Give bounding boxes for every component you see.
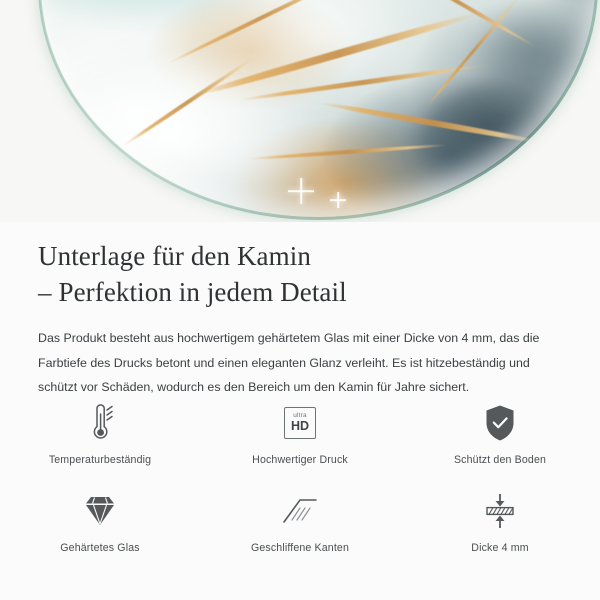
polished-edges-icon [280,488,320,534]
feature-item-floor-protection [400,392,600,480]
diamond-icon [80,488,120,534]
abstract-marble-glass-plate-image [38,0,598,220]
feature-item-temperature [0,392,200,480]
feature-item-thickness [400,480,600,568]
product-description-paragraph: Das Produkt besteht aus hochwertigem gehärtetem Glas mit einer Dicke von 4 mm, das die Farbtiefe des Drucks betont und einen eleganten Glanz verleiht. Es ist hitzebeständig und schützt vor Schäden, wodurch es den Bereich um den Kamin für Jahre sichert. [38,331,540,394]
feature-item-polished-edges [200,480,400,568]
badge-main-text: HD [290,419,310,434]
feature-item-print-quality [200,392,400,480]
feature-label: Dicke 4 mm [471,542,529,554]
thickness-arrows-icon [480,488,520,534]
text-content-section [0,222,600,399]
feature-label: Geschliffene Kanten [250,542,350,554]
feature-grid [0,392,600,568]
shield-check-icon [482,400,518,446]
feature-item-tempered-glass [0,480,200,568]
feature-label: Gehärtetes Glas [60,542,140,554]
badge-top-text: ultra [293,412,307,420]
hero-image-section [0,0,600,222]
page-title [0,222,600,310]
feature-label: Hochwertiger Druck [252,454,348,466]
thermometer-icon [83,400,117,446]
headline-line-1: Unterlage für den Kamin [38,241,311,271]
feature-label: Schützt den Boden [453,454,547,466]
feature-label: Temperaturbeständig [48,454,152,466]
ultra-hd-badge-icon [284,400,316,446]
headline-line-2: – Perfektion in jedem Detail [38,277,347,308]
